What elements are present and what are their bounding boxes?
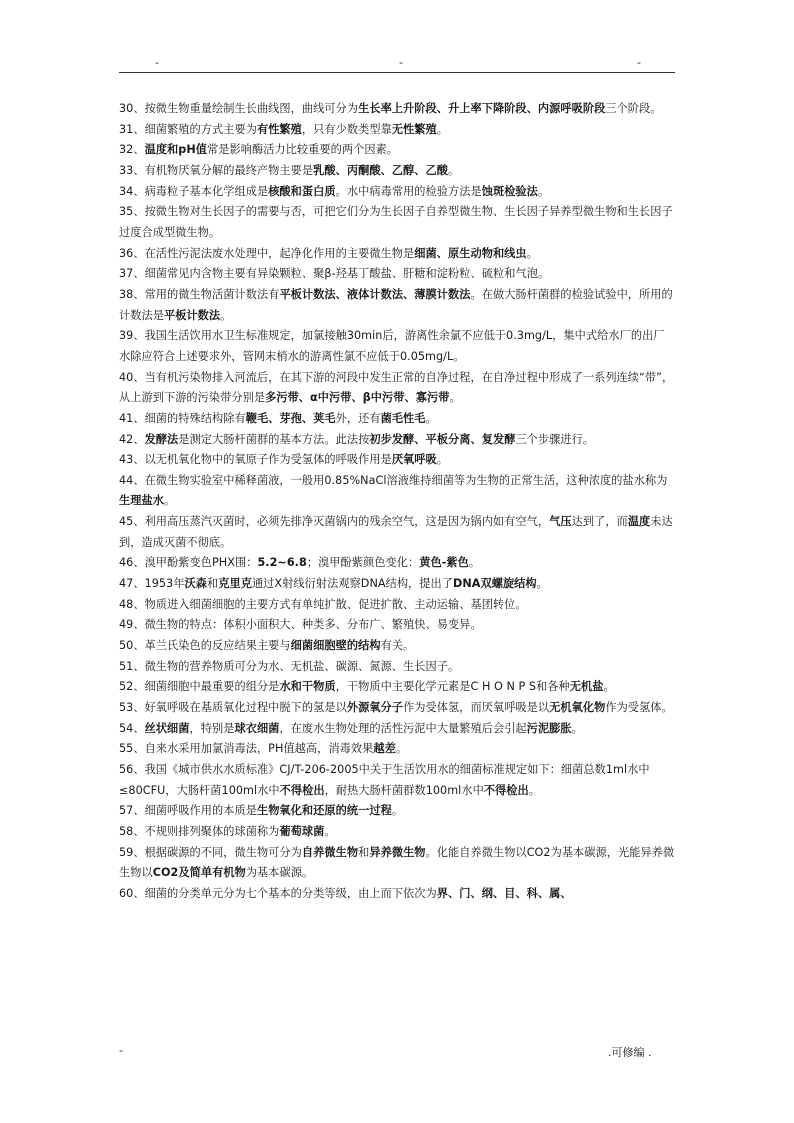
paragraph-item: [119, 760, 675, 801]
text-run: 52、细菌细胞中最重要的组分是: [119, 680, 280, 694]
text-run: 35、按微生物对生长因子的需要与否，可把它们分为生长因子自养型微生物、生长因子异养型微生物和生长因子过度合成型微生物。: [119, 205, 673, 239]
paragraph-item: [119, 264, 675, 285]
text-run: 。: [324, 824, 336, 838]
header-mark-right: -: [637, 56, 641, 69]
text-run: 。: [436, 453, 449, 467]
text-run: 50、革兰氏染色的反应结果主要与: [119, 639, 291, 653]
text-run: ，只有少数类型靠: [301, 122, 392, 136]
text-run: 为基本碳源。: [245, 866, 314, 880]
text-run: ，耐热大肠杆菌群数100ml水中: [324, 783, 484, 797]
bold-answer: 生理盐水: [119, 494, 164, 508]
text-run: 外，还有: [335, 411, 381, 425]
text-run: 。: [571, 721, 583, 735]
paragraph-item: [119, 182, 675, 203]
bold-answer: 菌毛性毛: [380, 411, 426, 425]
bold-answer: 无机氧化物: [549, 701, 606, 715]
page-header: [119, 56, 675, 73]
text-run: ；溴甲酚紫颜色变化：: [306, 556, 420, 570]
text-run: 。: [163, 494, 176, 508]
text-run: 是测定大肠杆菌群的基本方法。此法按: [178, 432, 370, 446]
paragraph-item: [119, 450, 675, 471]
bold-answer: 多污带、α中污带、β中污带、寡污带: [265, 391, 450, 405]
bold-answer: 温度: [627, 515, 651, 529]
paragraph-item: [119, 471, 675, 512]
text-run: 。在做大肠杆菌群的检验试验中，所用的计数法是: [119, 287, 673, 322]
text-run: 32、: [119, 143, 145, 157]
bold-answer: 界、门、纲、目、科、属、: [436, 886, 572, 900]
paragraph-item: [119, 884, 675, 905]
text-run: 。: [603, 680, 615, 694]
bold-answer: 黄色-紫色: [419, 556, 469, 570]
text-run: 31、细菌繁殖的方式主要为: [119, 122, 257, 136]
text-run: 作为受体氢，而厌氧呼吸是以: [403, 701, 550, 715]
bold-answer: 温度和pH值: [144, 143, 207, 157]
paragraph-item: [119, 202, 675, 243]
bold-answer: 无机盐: [569, 680, 604, 694]
paragraph-item: [119, 574, 675, 595]
bold-answer: 发酵法: [144, 432, 179, 446]
footer-editable-note: .可修编 .: [608, 1046, 652, 1059]
text-run: 。: [220, 308, 232, 322]
bold-answer: 丝状细菌: [144, 721, 190, 735]
bold-answer: 不得检出: [279, 783, 325, 797]
text-run: 达到了，而: [571, 515, 628, 529]
paragraph-item: [119, 409, 675, 430]
bold-answer: 克里克: [218, 577, 252, 591]
paragraph-item: [119, 636, 675, 657]
paragraph-item: [119, 99, 675, 120]
text-run: 38、常用的微生物活菌计数法有: [119, 287, 280, 301]
bold-answer: 蚀斑检验法: [481, 184, 538, 198]
text-run: 47、1953年: [119, 577, 185, 591]
paragraph-item: [119, 698, 675, 719]
paragraph-item: [119, 595, 675, 616]
bold-answer: 平板计数法: [163, 308, 221, 322]
text-run: 58、不规则排列聚体的球菌称为: [119, 824, 280, 838]
text-run: 三个阶段。: [605, 102, 662, 115]
text-run: 60、细菌的分类单元分为七个基本的分类等级，由上而下依次为: [119, 886, 437, 900]
header-mark-center: -: [399, 56, 403, 69]
bold-answer: 气压: [549, 515, 572, 529]
bold-answer: DNA双螺旋结构: [453, 577, 537, 591]
text-run: ，干物质中主要化学元素是C H O N P S和各种: [335, 680, 570, 694]
header-mark-left: -: [155, 56, 159, 69]
paragraph-item: [119, 120, 675, 141]
bold-answer: 球衣细菌: [234, 721, 280, 735]
bold-answer: CO2及简单有机物: [152, 866, 246, 880]
bold-answer: 生物氧化和还原的统一过程: [256, 804, 392, 818]
bold-answer: 越差: [373, 742, 396, 756]
paragraph-item: [119, 430, 675, 451]
text-run: 。: [391, 804, 404, 818]
footer-mark-left: -: [119, 1044, 123, 1057]
bold-answer: 外源氧分子: [346, 701, 404, 715]
text-run: ，在废水生物处理的活性污泥中大量繁殖后会引起: [279, 721, 527, 735]
paragraph-item: [119, 801, 675, 822]
text-run: 三个步骤进行。: [515, 432, 595, 446]
text-run: 未达到，造成灭菌不彻底。: [119, 515, 673, 549]
text-run: 作为受氢体。: [605, 701, 673, 715]
text-run: 36、在活性污泥法废水处理中，起净化作用的主要微生物是: [119, 246, 415, 260]
text-run: 46、溴甲酚紫变色PHX围：: [119, 556, 258, 570]
text-run: 57、细菌呼吸作用的本质是: [119, 804, 257, 818]
paragraph-item: [119, 512, 675, 553]
text-run: 56、我国《城市供水水质标准》CJ/T-206-2005中关于生活饮用水的细菌标准规定如下：细菌总数1ml水中≤80CFU，大肠杆菌100ml水中: [119, 763, 650, 797]
text-run: 。: [528, 783, 541, 797]
bold-answer: 初步发酵、平板分离、复发酵: [369, 432, 516, 446]
bold-answer: 平板计数法、液体计数法、薄膜计数法: [279, 287, 471, 301]
paragraph-item: [119, 161, 675, 182]
bold-answer: 5.2~6.8: [257, 556, 307, 570]
paragraph-item: [119, 285, 675, 326]
paragraph-item: [119, 140, 675, 161]
text-run: 。: [448, 163, 460, 177]
text-run: 33、有机物厌氧分解的最终产物主要是: [119, 163, 314, 177]
text-run: 43、以无机氧化物中的氧原子作为受氢体的呼吸作用是: [119, 453, 392, 467]
text-run: 55、自来水采用加氯消毒法，PH值越高，消毒效果: [119, 742, 374, 756]
paragraph-item: [119, 719, 675, 740]
document-body: [119, 99, 675, 905]
text-run: 41、细菌的特殊结构除有: [119, 411, 246, 425]
text-run: 42、: [119, 432, 145, 446]
text-run: 有关。: [380, 639, 415, 653]
text-run: 44、在微生物实验室中稀释菌液，一般用0.85%NaCl溶液维持细菌等为生物的正常生活，这种浓度的盐水称为: [119, 473, 668, 487]
text-run: 53、好氧呼吸在基质氧化过程中脱下的氢是以: [119, 701, 347, 715]
bold-answer: 细菌、原生动物和线虫: [414, 246, 527, 260]
text-run: 40、当有机污染物排入河流后，在其下游的河段中发生正常的自净过程，在自净过程中形成了一系列连续“带”，从上游到下游的污染带分别是: [119, 370, 674, 405]
text-run: 。: [536, 577, 548, 591]
bold-answer: 鞭毛、芽孢、荚毛: [245, 411, 336, 425]
bold-answer: 生长率上升阶段、升上率下降阶段、内源呼吸阶段: [358, 102, 606, 115]
text-run: 。: [526, 246, 538, 260]
text-run: 30、按微生物重量绘制生长曲线图，曲线可分为: [119, 102, 359, 115]
paragraph-item: [119, 822, 675, 843]
text-run: 和: [358, 845, 370, 859]
text-run: 。: [468, 556, 481, 570]
bold-answer: 核酸和蛋白质: [268, 184, 336, 198]
bold-answer: 异养微生物: [369, 845, 426, 859]
text-run: 。: [449, 391, 461, 405]
text-run: 和: [206, 577, 219, 591]
text-run: 49、微生物的特点：体积小面积大、种类多、分布广、繁殖快、易变异。: [119, 618, 482, 632]
text-run: 。: [425, 411, 437, 425]
text-run: 。化能自养微生物以CO2为基本碳源，光能异养微生物以: [119, 845, 675, 880]
text-run: 54、: [119, 721, 145, 735]
bold-answer: 厌氧呼吸: [391, 453, 437, 467]
bold-answer: 葡萄球菌: [279, 824, 325, 838]
text-run: 常是影响酶活力比较重要的两个因素。: [207, 143, 399, 157]
bold-answer: 无性繁殖: [391, 122, 437, 136]
paragraph-item: [119, 368, 675, 409]
text-run: 通过X射线衍射法观察DNA结构，提出了: [251, 577, 454, 591]
bold-answer: 有性繁殖: [256, 122, 302, 136]
paragraph-item: [119, 677, 675, 698]
bold-answer: 不得检出: [483, 783, 529, 797]
bold-answer: 污泥膨胀: [526, 721, 572, 735]
bold-answer: 细菌细胞壁的结构: [290, 639, 381, 653]
text-run: 。: [395, 742, 408, 756]
text-run: 45、利用高压蒸汽灭菌时，必须先排净灭菌锅内的残余空气，这是因为锅内如有空气，: [119, 515, 550, 529]
bold-answer: 自养微生物: [301, 845, 359, 859]
bold-answer: 沃森: [184, 577, 207, 591]
paragraph-item: [119, 615, 675, 636]
paragraph-item: [119, 657, 675, 678]
text-run: 。水中病毒常用的检验方法是: [335, 184, 482, 198]
paragraph-item: [119, 244, 675, 265]
text-run: 。: [537, 184, 550, 198]
bold-answer: 乳酸、丙酮酸、乙醇、乙酸: [313, 163, 448, 177]
text-run: 34、病毒粒子基本化学组成是: [119, 184, 269, 198]
paragraph-item: [119, 553, 675, 574]
paragraph-item: [119, 739, 675, 760]
text-run: ，特别是: [189, 721, 235, 735]
paragraph-item: [119, 843, 675, 884]
text-run: 59、根据碳源的不同，微生物可分为: [119, 845, 302, 859]
paragraph-item: [119, 326, 675, 367]
text-run: 48、物质进入细菌细胞的主要方式有单纯扩散、促进扩散、主动运输、基团转位。: [119, 597, 527, 611]
text-run: 39、我国生活饮用水卫生标准规定，加氯接触30min后，游离性余氯不应低于0.3mg/L，集中式给水厂的出厂水除应符合上述要求外，管网末梢水的游离性氯不应低于0.05mg/L。: [119, 329, 665, 363]
text-run: 37、细菌常见内含物主要有异染颗粒、聚β-羟基丁酸盐、肝糖和淀粉粒、硫粒和气泡。: [119, 267, 550, 281]
text-run: 。: [436, 122, 449, 136]
bold-answer: 水和干物质: [279, 680, 336, 694]
text-run: 51、微生物的营养物质可分为水、无机盐、碳源、氮源、生长因子。: [119, 659, 460, 673]
